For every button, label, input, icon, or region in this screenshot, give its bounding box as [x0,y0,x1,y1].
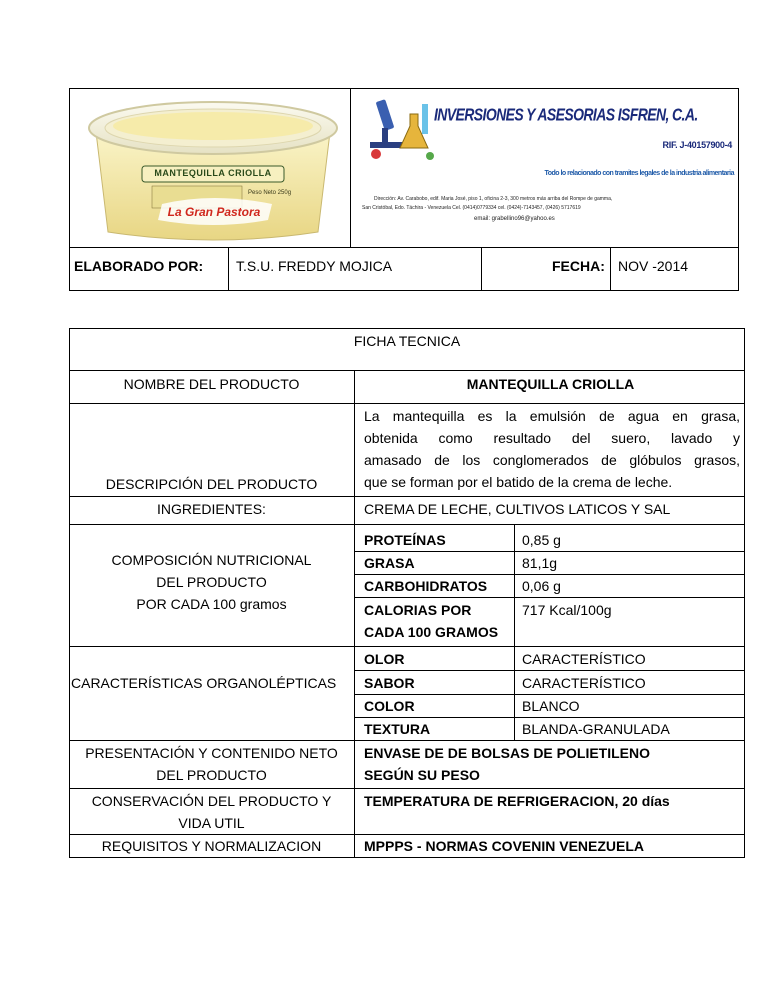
sabor-value: CARACTERÍSTICO [522,675,646,691]
ingredientes-value: CREMA DE LECHE, CULTIVOS LATICOS Y SAL [364,501,671,517]
tub-label-weight: Peso Neto 250g [248,190,292,196]
requisitos-value: MPPPS - NORMAS COVENIN VENEZUELA [364,838,645,854]
hline [69,370,745,372]
conservacion-value: TEMPERATURA DE REFRIGERACION, 20 días [364,793,670,809]
nombre-value: MANTEQUILLA CRIOLLA [466,376,635,392]
composicion-label-line: COMPOSICIÓN NUTRICIONAL [111,552,312,568]
presentacion-value-line: ENVASE DE DE BOLSAS DE POLIETILENO [364,745,651,761]
organolepticas-label: CARACTERÍSTICAS ORGANOLÉPTICAS [71,675,337,691]
elaborado-value: T.S.U. FREDDY MOJICA [236,258,393,274]
presentacion-value [364,742,650,786]
composicion-label-line: DEL PRODUCTO [156,574,267,590]
header-image-divider [350,88,352,248]
tub-label-brand: La Gran Pastora [167,205,261,219]
company-logo-area [354,92,736,244]
carbohidratos-key: CARBOHIDRATOS [364,578,488,594]
ficha-title: FICHA TECNICA [353,333,461,349]
presentacion-label [69,742,354,786]
elaborado-label: ELABORADO POR: [74,258,204,274]
grasa-value: 81,1g [522,555,558,571]
presentacion-label-line: DEL PRODUCTO [156,767,267,783]
proteinas-key: PROTEÍNAS [364,532,446,548]
company-email: email: grabellino96@yahoo.es [474,216,555,222]
nombre-label: NOMBRE DEL PRODUCTO [123,376,300,392]
sabor-key: SABOR [364,675,415,691]
company-name: INVERSIONES Y ASESORIAS ISFREN, C.A. [434,104,698,124]
vline-sub [514,524,516,740]
presentacion-label-line: PRESENTACIÓN Y CONTENIDO NETO [85,745,338,761]
composicion-label-line: POR CADA 100 gramos [136,596,287,612]
presentacion-value-line: SEGÚN SU PESO [364,767,480,783]
textura-key: TEXTURA [364,721,431,737]
conservacion-label-line: CONSERVACIÓN DEL PRODUCTO Y [91,793,332,809]
calorias-value: 717 Kcal/100g [522,602,612,618]
descripcion-label: DESCRIPCIÓN DEL PRODUCTO [105,476,318,492]
calorias-key [364,599,498,643]
header-col-divider-1 [228,247,230,291]
proteinas-value: 0,85 g [522,532,561,548]
conservacion-label-line: VIDA UTIL [178,815,245,831]
conservacion-label [69,790,354,834]
carbohidratos-value: 0,06 g [522,578,561,594]
olor-value: CARACTERÍSTICO [522,651,646,667]
header-col-divider-2 [481,247,483,291]
microscope-flask-icon [362,94,442,164]
ingredientes-label: INGREDIENTES: [157,501,266,517]
header-col-divider-3 [610,247,612,291]
grasa-key: GRASA [364,555,415,571]
olor-key: OLOR [364,651,405,667]
tub-label-top: MANTEQUILLA CRIOLLA [154,168,272,178]
company-slogan: Todo lo relacionado con tramites legales de la industria alimentaria [544,170,734,177]
calorias-key-line: CADA 100 GRAMOS [364,624,499,640]
product-image [82,92,344,244]
fecha-value: NOV -2014 [618,258,689,274]
calorias-key-line: CALORIAS POR [364,602,472,618]
descripcion-line: amasado de los conglomerados de glóbulos grasos, [364,452,740,468]
requisitos-label: REQUISITOS Y NORMALIZACION [101,838,322,854]
descripcion-line: obtenida como resultado del suero, lavado y [364,430,740,446]
company-address-2: San Cristóbal, Edo. Táchira - Venezuela Cel. (0414)0779334 cel. (0424)-7143457, (0426) 5717619 [362,205,581,211]
descripcion-line: La mantequilla es la emulsión de agua en grasa, [364,408,740,424]
hline [69,524,745,526]
fecha-label: FECHA: [552,258,605,274]
descripcion-line: que se forman por el batido de la crema de leche. [364,474,673,490]
vline-main [354,370,356,858]
company-rif: RIF. J-40157900-4 [662,140,732,150]
textura-value: BLANDA-GRANULADA [522,721,670,737]
composicion-label [69,549,354,615]
descripcion-value [364,405,740,493]
header-row-divider [69,247,739,249]
company-address-1: Dirección: Av. Carabobo, edif. Maria José, piso 1, oficina 2-3, 300 metros más arriba del Rompe de gamma, [374,196,613,202]
color-value: BLANCO [522,698,580,714]
color-key: COLOR [364,698,415,714]
